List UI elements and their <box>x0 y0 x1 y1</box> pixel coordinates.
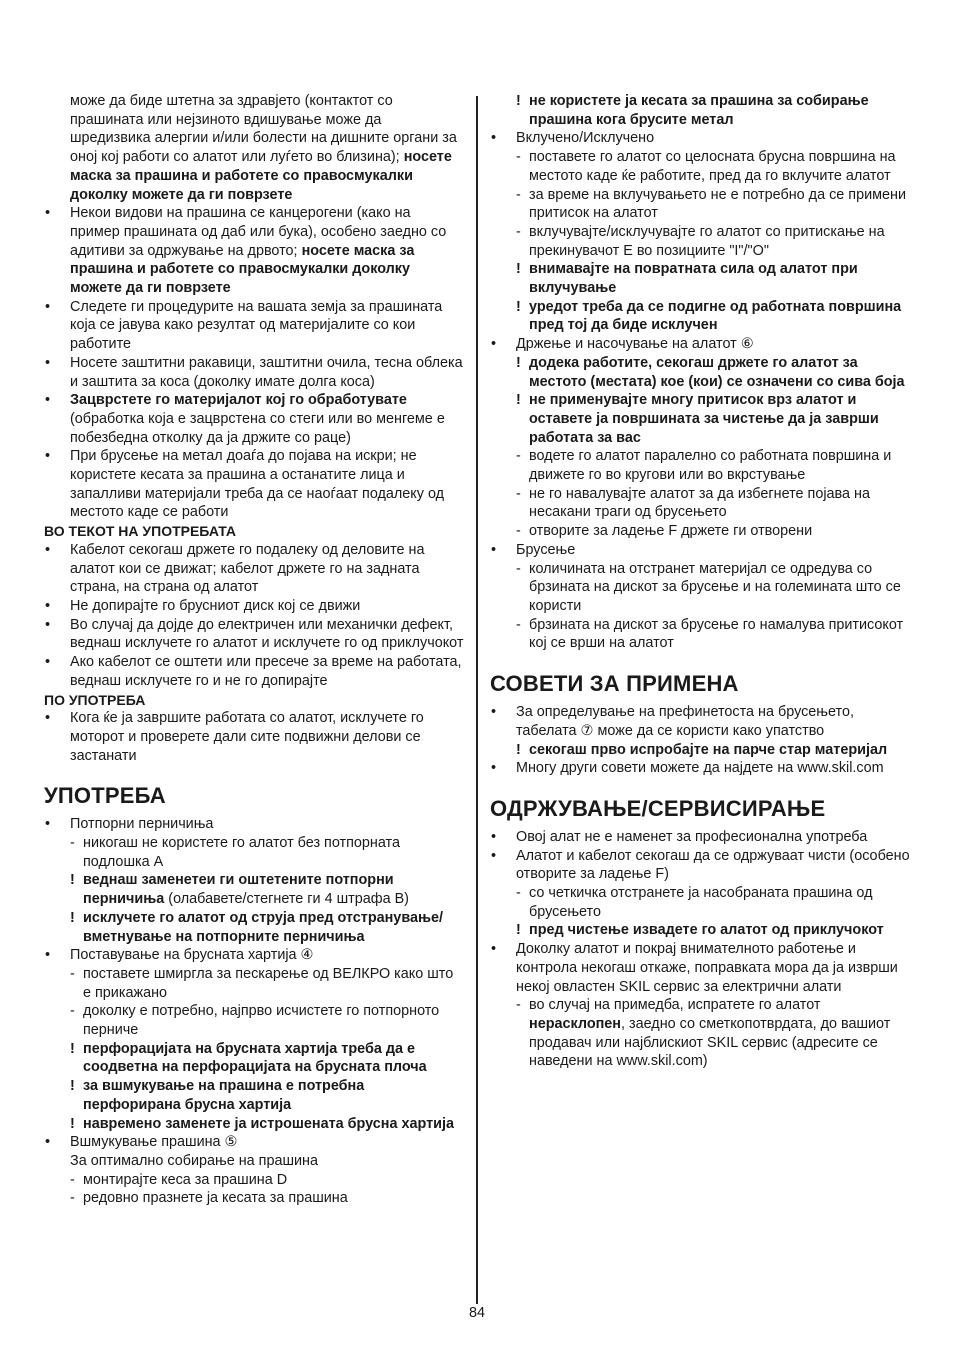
text-run: внимавајте на повратната сила од алатот при вклучување <box>529 261 858 297</box>
text-run: Многу други совети можете да најдете на www.skil.com <box>516 760 884 777</box>
text-run: пред чистење извадете го алатот од приклучокот <box>529 922 884 939</box>
warning-item <box>490 354 910 391</box>
text-run: навремено заменете ја истрошената брусна хартија <box>83 1115 455 1132</box>
text-run: уредот треба да се подигне од работната површина пред тој да биде исклучен <box>529 298 902 334</box>
warning-item <box>44 1040 464 1077</box>
bullet-item <box>44 447 464 522</box>
section-heading <box>490 671 910 697</box>
bullet-item <box>490 129 910 148</box>
text-run: носете маска за прашина и работете со правосмукалки доколку можете да ги поврзете <box>70 242 415 297</box>
text-run: Вшмукување прашина ⑤ <box>70 1134 238 1151</box>
bullet-item <box>44 597 464 616</box>
bullet-item <box>490 759 910 778</box>
text-run: монтирајте кеса за прашина D <box>83 1171 288 1188</box>
bullet-item <box>490 828 910 847</box>
text-run: за вшмукување на прашина е потребна перфорирана брусна хартија <box>83 1078 365 1113</box>
bullet-item <box>44 815 464 834</box>
text-run: ОДРЖУВАЊЕ/СЕРВИСИРАЊЕ <box>490 795 826 821</box>
bullet-item <box>44 709 464 765</box>
bullet-item <box>44 1133 464 1152</box>
warning-item <box>490 921 910 940</box>
bullet-item <box>44 541 464 597</box>
text-run: Брусење <box>516 541 576 558</box>
warning-item <box>44 1077 464 1114</box>
dash-item <box>490 186 910 223</box>
page-number: 84 <box>468 1305 485 1321</box>
text-run: Ако кабелот се оштети или пресече за време на работата, веднаш исклучете го и не го допирајте <box>70 654 462 689</box>
text-run: Во случај да дојде до електричен или механички дефект, веднаш исклучете го алатот и исклучете го од приклучокот <box>70 616 464 652</box>
dash-item <box>44 965 464 1002</box>
text-run: Алатот и кабелот секогаш да се одржуваат чисти (особено отворите за ладење F) <box>516 847 910 883</box>
dash-item <box>490 560 910 616</box>
warning-item <box>490 260 910 297</box>
text-run: редовно празнете ја кесата за прашина <box>83 1190 348 1207</box>
text-run: не го навалувајте алатот за да избегнете појава на несакани траги од брусењето <box>529 485 870 521</box>
text-run: (олабавете/стегнете ги 4 штрафа B) <box>164 891 409 908</box>
text-run: никогаш не користете го алатот без потпорната подлошка A <box>83 835 400 870</box>
text-run: поставете шмиргла за пескарење од ВЕЛКРО како што е прикажано <box>83 965 454 1001</box>
text-run: ПО УПОТРЕБА <box>44 691 146 708</box>
section-heading <box>44 783 464 809</box>
warning-item <box>490 741 910 760</box>
dash-item <box>44 834 464 871</box>
text-run: со четкичка отстранете ја насобраната прашина од брусењето <box>529 885 873 920</box>
bullet-item <box>490 703 910 740</box>
dash-item <box>44 1171 464 1190</box>
warning-item <box>490 298 910 335</box>
warning-item <box>490 391 910 447</box>
text-run: за време на вклучувањето не е потребно да се примени притисок на алатот <box>529 186 906 222</box>
bullet-item <box>44 616 464 653</box>
section-heading <box>490 796 910 822</box>
bullet-item <box>490 335 910 354</box>
paragraph <box>44 1152 464 1171</box>
bullet-item <box>44 354 464 391</box>
subheading <box>44 691 464 710</box>
text-run: може да биде штетна за здравјето (контактот со прашината или нејзиното вдишување може да шредизвика алергии и/или болести на дишните органи за оној кој работи со алатот или луѓето во близина); <box>70 93 457 166</box>
text-run: Потпорни перничиња <box>70 816 214 833</box>
bullet-item <box>490 847 910 884</box>
text-run: Кога ќе ја завршите работата со алатот, исклучете го моторот и проверете дали сите подвижни делови се застанати <box>70 710 424 764</box>
bullet-item <box>44 653 464 690</box>
text-run: Доколку алатот и покрај внимателното работење и контрола некогаш откаже, поправката мора да ја изврши некој овластен SKIL сервис за електрични алати <box>516 941 898 995</box>
warning-item <box>44 1115 464 1134</box>
text-run: УПОТРЕБА <box>44 783 166 809</box>
text-run: За оптимално собирање на прашина <box>70 1152 318 1169</box>
text-run: ВО ТЕКОТ НА УПОТРЕБАТА <box>44 523 237 540</box>
paragraph <box>44 92 464 204</box>
dash-item <box>490 616 910 653</box>
text-run: вклучувајте/исклучувајте го алатот со притискање на прекинувачот E во позициите "I"/"O" <box>529 223 885 259</box>
bullet-item <box>44 946 464 965</box>
text-run: (обработка која е зацврстена со стеги или во менгеме е побезбедна отколку да ја држите со раце) <box>70 410 445 446</box>
text-run: За определување на префинетоста на брусењето, табелата ⑦ може да се користи како упатство <box>516 704 854 739</box>
text-run: брзината на дискот за брусење го намалува притисокот кој се врши на алатот <box>529 616 904 652</box>
text-run: поставете го алатот со целосната брусна површина на местото каде ќе работите, пред да го вклучите алатот <box>529 149 896 184</box>
right-column <box>490 92 910 1071</box>
dash-item <box>490 148 910 185</box>
dash-item <box>490 485 910 522</box>
warning-item <box>44 871 464 908</box>
dash-item <box>490 223 910 260</box>
text-run: Вклучено/Исклучено <box>516 130 655 147</box>
bullet-item <box>44 204 464 298</box>
bullet-item <box>490 940 910 996</box>
left-column <box>44 92 464 1208</box>
dash-item <box>490 996 910 1071</box>
text-run: Носете заштитни ракавици, заштитни очила, тесна облека и заштита за коса (доколку имате долга коса) <box>70 354 463 390</box>
text-run: Кабелот секогаш држете го подалеку од деловите на алатот кои се движат; кабелот држете го на задната страна, на страна од алатот <box>70 541 425 596</box>
text-run: Не допирајте го брусниот диск кој се движи <box>70 597 361 614</box>
warning-item <box>44 909 464 946</box>
dash-item <box>44 1002 464 1039</box>
text-run: перфорацијата на брусната хартија треба да е соодветна на перфорацијата на брусната плоча <box>83 1040 427 1076</box>
text-run: Зацврстете го материјалот кој го обработувате <box>70 392 407 409</box>
text-run: Поставување на брусната хартија ④ <box>70 947 314 964</box>
bullet-item <box>44 298 464 354</box>
subheading <box>44 522 464 541</box>
text-run: доколку е потребно, најпрво исчистете го потпорното перниче <box>83 1003 440 1039</box>
text-run: не применувајте многу притисок врз алатот и оставете ја површината за чистење да ја заврши работата за вас <box>529 392 879 446</box>
text-run: Држење и насочување на алатот ⑥ <box>516 336 754 353</box>
text-run: нерасклопен <box>529 1015 622 1032</box>
dash-item <box>490 884 910 921</box>
text-run: Некои видови на прашина се канцерогени (како на пример прашината од даб или бука), особено заедно со адитиви за одржување на дрвото; <box>70 205 447 259</box>
text-run: носете маска за прашина и работете со правосмукалки доколку можете да ги поврзете <box>70 149 452 203</box>
text-run: , заедно со сметкопотврдата, до вашиот продавач или најблискиот SKIL сервис (адресите се наведени на www.skil.com) <box>529 1015 891 1070</box>
text-run: Овој алат не е наменет за професионална употреба <box>516 828 868 845</box>
text-run: количината на отстранет материјал се одредува со брзината на дискот за брусење и на големината што се користи <box>529 560 901 614</box>
text-run: исклучете го алатот од струја пред отстранување/вметнување на потпорните перничиња <box>83 909 444 945</box>
text-run: отворите за ладење F држете ги отворени <box>529 523 813 540</box>
text-run: веднаш заменетеи ги оштетените потпорни перничиња <box>83 872 394 908</box>
bullet-item <box>44 391 464 447</box>
dash-item <box>490 522 910 541</box>
text-run: додека работите, секогаш држете го алатот за местото (местата) кое (кои) се означени со сива боја <box>529 354 905 390</box>
dash-item <box>44 1189 464 1208</box>
warning-item <box>490 92 910 129</box>
bullet-item <box>490 541 910 560</box>
text-run: не користете ја кесата за прашина за собирање прашина кога брусите метал <box>529 93 869 128</box>
dash-item <box>490 447 910 484</box>
text-run: Следете ги процедурите на вашата земја за прашината која се јавува како резултат од материјалите со кои работите <box>70 298 443 353</box>
text-run: При брусење на метал доаѓа до појава на искри; не користете кесата за прашина а останатите лица и запалливи материјали треба да се наоѓаат подалеку од местото каде се работи <box>70 448 445 521</box>
text-run: секогаш прво испробајте на парче стар материјал <box>529 741 888 758</box>
text-run: водете го алатот паралелно со работната површина и движете го во кругови или во вкрстување <box>529 448 892 484</box>
column-divider <box>476 96 478 1304</box>
text-run: СОВЕТИ ЗА ПРИМЕНА <box>490 671 739 697</box>
text-run: во случај на примедба, испратете го алатот <box>529 997 821 1014</box>
